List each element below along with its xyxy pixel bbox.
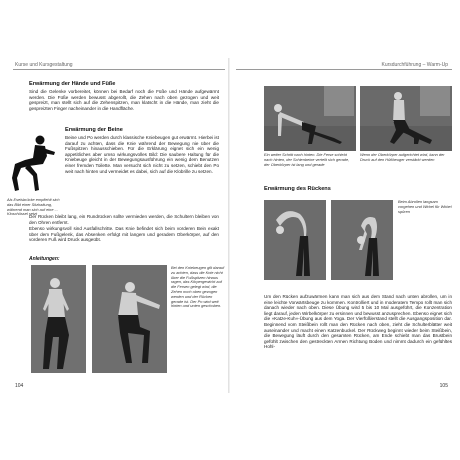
heading-legs: Erwärmung der Beine (65, 127, 123, 133)
caption-roll-down: Beim Abrollen langsam vorgehen und Wirbel für Wirbel spüren (398, 199, 452, 214)
text-back: Um den Rücken aufzuwärmen kann man sich aus dem Stand nach unten abrollen, um in eine leichte Vorwärtsbeuge zu kommen. Kontrolliert und in moderatem Tempo rollt man sich danach wieder nach oben. Diese Übung wird 5 bis 10 Mal ausgeführt, die Konzentration liegt darauf, jeden Wirbelkörper zu ersinnen und bewusst anzusprechen. Ebenso eignet sich die »Katze-Kuh«-Übung aus dem Yoga. Der Vierfüßlerstand stellt die Ausgangsposition dar. Beginnend vom Steißbein rollt man den Rücken nach oben, zieht die Schulterblätter weit auseinander und macht einen Katzenbuckel. Der Rückweg beginnt wieder beim Steißbein, die Bewegung läuft durch den gesamten Rücken, am Ende schiebt man das Brustbein gefühlt zwischen den gestreckten Armen Richtung Boden und nimmt dadurch ein gefühltes Hohl- (264, 294, 452, 350)
silhouette-caption: Als Eselsbrücke empfiehlt sich das Bild einer Sitzhaltung, während man sich auf eine ... Kloschüssel setzt (7, 197, 60, 217)
running-head-right: Kursdurchführung – Warm-Up (381, 62, 448, 68)
header-rule (13, 69, 225, 70)
photo-roll-down-2 (331, 200, 393, 280)
text-hands-feet: Sind die Gelenke vorbereitet, können bei Bedarf noch die Füße und Hände aufgewärmt werden. Die Füße werden bewusst abgerollt, die Zehen nach oben gezogen und weit gespreizt, man stellt sich auf die Zehenspitzen, man klatscht in die Hände, man zieht die gespreizten Finger nacheinander in die Handfläche. (29, 89, 219, 111)
header-rule (236, 69, 452, 70)
text-legs: Beine und Po werden durch klassische Kniebeugen gut erwärmt. Hierbei ist darauf zu achten, dass die Knie während der Bewegung nie über die Fußspitzen hinausschieben. Für die Erklärung eignet sich ein wenig appetitliches aber umso wirkungsvolles Bild: Die saubere Haltung für die Kniebeuge gleicht in der Bewegungsausführung ein wenig dem Benutzen einer fremden Toilette. Man versucht sich nicht zu setzen, schiebt den Po weit nach hinten und vermeidet es dabei, sich auf die Klobrille zu setzen. (65, 135, 219, 174)
caption-lunge-upright: Wenn der Oberkörper aufgerichtet wird, kann der Druck auf den Hüftbeuger verstärkt werden (360, 152, 445, 162)
squat-silhouette (7, 134, 57, 194)
photo-lunge-back (264, 86, 356, 151)
running-head-left: Kurse und Kursgestaltung (15, 62, 73, 68)
left-page (3, 58, 231, 393)
right-page (230, 58, 458, 393)
text-lunges: Ebenso wirkungsvoll sind Ausfallschritte. Das Knie befindet sich beim vorderen Bein exakt über dem Fußgelenk, das Absenken erfolgt mit langem und geradem Oberkörper, auf den vorderen Fuß wird Druck ausgeübt. (29, 226, 219, 243)
heading-back: Erwärmung des Rückens (264, 186, 331, 192)
anleitungen-label: Anleitungen: (29, 256, 60, 262)
photo-lunge-upright (360, 86, 452, 151)
page-number-left: 104 (15, 383, 24, 389)
photo-caption-squat: Bei den Kniebeugen gilt darauf zu achten, dass die Knie nicht über die Fußspitzen hinaus ragen, das Körpergewicht auf die Fersen gelegt wird, die Zehen noch oben gezogen werden und der Rücken gerade ist. Der Po wird weit hinten und unten geschoben. (171, 265, 225, 309)
text-back-straight: Der Rücken bleibt lang, ein Rundrücken sollte vermieden werden, die Schultern bleiben von den Ohren entfernt. (29, 214, 219, 225)
heading-hands-feet: Erwärmung der Hände und Füße (29, 81, 116, 87)
photo-squat-front (31, 265, 86, 373)
photo-roll-down-1 (264, 200, 326, 280)
caption-lunge-back: Ein weiter Schritt nach hinten. Die Ferse schiebt nach hinten, der Schienbeine verteilt sich gerade, der Oberkörper ist lang und gerade (264, 152, 350, 167)
photo-squat-side (92, 265, 167, 373)
page-number-right: 105 (439, 383, 448, 389)
